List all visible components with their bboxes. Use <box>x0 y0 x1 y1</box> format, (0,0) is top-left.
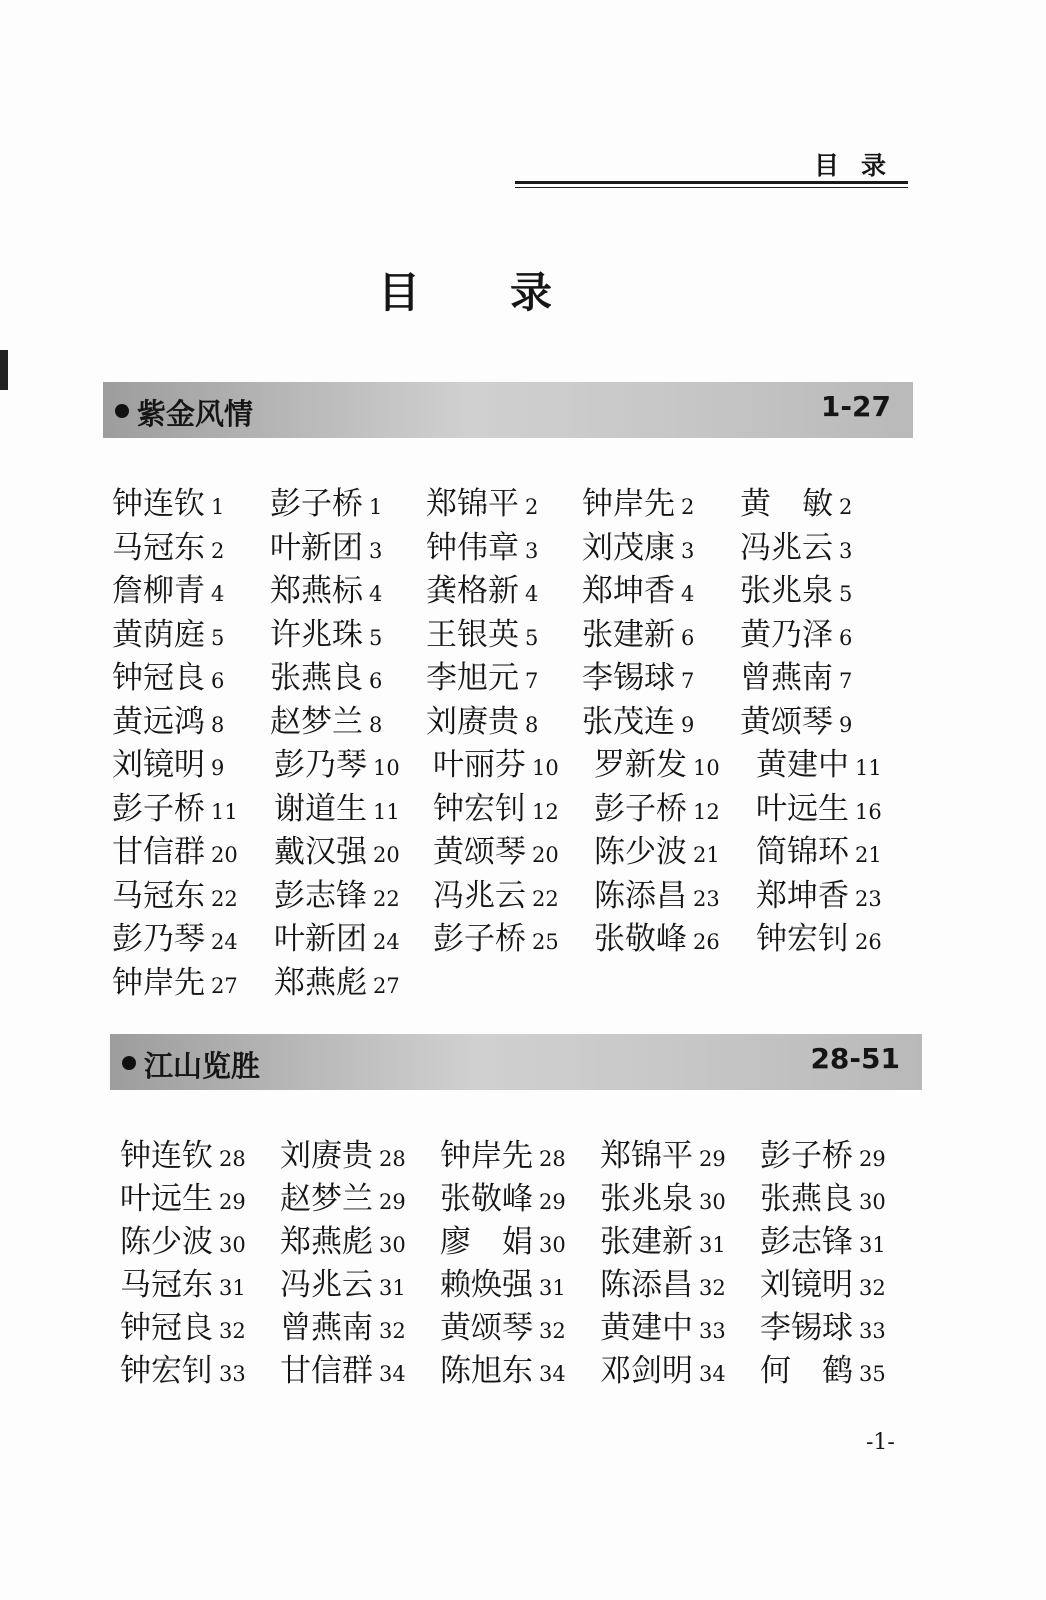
toc-entry-page: 5 <box>211 625 225 650</box>
toc-entry-page: 2 <box>211 538 225 563</box>
running-head-rule <box>515 181 908 184</box>
toc-entry-author: 彭子桥 <box>112 790 205 827</box>
toc-entry-page: 10 <box>373 756 400 780</box>
toc-entry <box>120 1224 246 1263</box>
toc-entry-page: 25 <box>532 930 559 954</box>
toc-entry-author: 彭志锋 <box>274 877 367 914</box>
toc-entry-page: 33 <box>219 1362 246 1386</box>
toc-entry-page: 2 <box>681 495 695 519</box>
toc-entry-page: 2 <box>525 495 539 519</box>
toc-entry-author: 邓剑明 <box>600 1353 693 1389</box>
toc-entry <box>112 530 224 569</box>
toc-entry-page: 29 <box>379 1190 406 1214</box>
toc-entry <box>120 1310 246 1349</box>
toc-entry-author: 张建新 <box>582 616 675 653</box>
toc-entry-author: 马冠东 <box>120 1267 213 1303</box>
toc-entry <box>433 921 559 960</box>
toc-entry-author: 叶新团 <box>274 921 367 957</box>
toc-entry-page: 31 <box>539 1276 566 1300</box>
toc-entry-page: 8 <box>211 712 225 737</box>
toc-entry-author: 黄乃泽 <box>740 616 833 653</box>
toc-entry <box>274 747 400 786</box>
toc-entry-author: 张燕良 <box>270 660 363 696</box>
toc-entry-page: 29 <box>859 1147 886 1171</box>
toc-entry-page: 7 <box>839 669 853 693</box>
toc-entry-author: 简锦环 <box>756 834 849 870</box>
toc-entry <box>270 530 382 569</box>
toc-entry <box>270 486 382 525</box>
toc-entry <box>740 530 852 569</box>
toc-entry-author: 黄远鸿 <box>112 703 205 740</box>
toc-entry-page: 4 <box>211 582 225 606</box>
toc-entry-page: 5 <box>525 625 539 650</box>
toc-entry-author: 李旭元 <box>426 660 519 696</box>
toc-entry-author: 钟冠良 <box>120 1310 213 1346</box>
toc-entry <box>756 834 882 873</box>
toc-entry-author: 郑锦平 <box>426 486 519 522</box>
toc-entry-page: 12 <box>693 799 720 824</box>
toc-entry-author: 钟伟章 <box>426 529 519 566</box>
toc-entry-author: 郑锦平 <box>600 1138 693 1174</box>
toc-entry-page: 22 <box>211 886 238 911</box>
toc-entry <box>112 486 224 525</box>
toc-entry-author: 张茂连 <box>582 703 675 740</box>
toc-entry-author: 黄颂琴 <box>740 703 833 740</box>
toc-entry-author: 刘赓贵 <box>426 703 519 740</box>
toc-entry-author: 郑燕彪 <box>280 1224 373 1260</box>
toc-entry-page: 8 <box>525 712 539 737</box>
toc-entry-page: 5 <box>369 625 383 650</box>
toc-entry <box>274 834 400 873</box>
toc-entry-page: 26 <box>693 930 720 954</box>
toc-entry <box>433 747 559 786</box>
toc-entry <box>280 1267 406 1306</box>
toc-entry-author: 陈旭东 <box>440 1353 533 1389</box>
toc-entry-page: 20 <box>211 843 238 867</box>
toc-entry <box>280 1353 406 1392</box>
toc-entry-author: 钟宏钊 <box>120 1353 213 1389</box>
toc-entry-page: 33 <box>859 1319 886 1343</box>
toc-entry-page: 20 <box>373 843 400 867</box>
bullet-icon <box>115 404 129 418</box>
toc-entry-author: 何 鹤 <box>760 1353 853 1389</box>
toc-entry <box>740 704 852 743</box>
toc-entry-page: 7 <box>525 669 539 693</box>
toc-entry <box>582 573 694 612</box>
toc-entry-author: 彭子桥 <box>433 921 526 957</box>
toc-entry <box>274 878 400 917</box>
toc-entry <box>274 791 400 830</box>
toc-entry <box>112 747 224 786</box>
toc-entry <box>440 1353 566 1392</box>
toc-entry <box>760 1267 886 1306</box>
toc-entry-page: 30 <box>699 1190 726 1214</box>
toc-entry-author: 黄建中 <box>600 1310 693 1346</box>
toc-entry-page: 3 <box>681 538 695 563</box>
toc-entry-author: 彭子桥 <box>760 1138 853 1174</box>
toc-entry-author: 钟岸先 <box>112 964 205 1001</box>
toc-entry-page: 21 <box>855 843 882 867</box>
toc-entry <box>582 660 694 699</box>
toc-entry-page: 8 <box>369 712 383 737</box>
toc-entry-author: 钟连钦 <box>120 1138 213 1174</box>
toc-entry <box>760 1353 886 1392</box>
toc-entry-author: 钟冠良 <box>112 660 205 696</box>
toc-entry <box>120 1267 246 1306</box>
toc-entry <box>426 660 538 699</box>
toc-entry <box>582 617 694 656</box>
toc-entry-author: 彭子桥 <box>594 790 687 827</box>
toc-entry-page: 20 <box>532 843 559 867</box>
toc-entry <box>433 834 559 873</box>
toc-entry-author: 许兆珠 <box>270 616 363 653</box>
toc-entry <box>440 1181 566 1220</box>
toc-entry-page: 23 <box>693 886 720 911</box>
toc-entry-author: 张燕良 <box>760 1181 853 1217</box>
toc-entry <box>426 530 538 569</box>
toc-entry <box>112 704 224 743</box>
toc-entry-author: 钟岸先 <box>440 1138 533 1174</box>
toc-entry-page: 31 <box>219 1276 246 1300</box>
toc-entry-author: 王银英 <box>426 616 519 653</box>
toc-entry-page: 26 <box>855 930 882 954</box>
toc-entry-page: 30 <box>219 1233 246 1257</box>
toc-entry-page: 34 <box>379 1362 406 1386</box>
toc-entry <box>760 1310 886 1349</box>
toc-entry-author: 赖焕强 <box>440 1267 533 1303</box>
section-page-range: 1-27 <box>820 390 891 423</box>
toc-entry <box>112 965 238 1004</box>
toc-entry-page: 32 <box>699 1276 726 1300</box>
toc-entry-author: 叶远生 <box>120 1181 213 1217</box>
toc-entry <box>112 573 224 612</box>
toc-entry-page: 33 <box>699 1319 726 1343</box>
toc-entry <box>120 1353 246 1392</box>
toc-entry-page: 9 <box>839 712 853 737</box>
toc-entry-author: 叶新团 <box>270 529 363 566</box>
toc-entry <box>600 1310 726 1349</box>
toc-entry <box>270 617 382 656</box>
toc-entry <box>280 1138 406 1177</box>
toc-entry-author: 郑燕彪 <box>274 964 367 1001</box>
toc-entry <box>112 921 238 960</box>
toc-entry <box>582 486 694 525</box>
section-header-1 <box>103 382 913 438</box>
toc-entry <box>582 704 694 743</box>
toc-entry <box>112 834 238 873</box>
toc-entry-author: 马冠东 <box>112 529 205 566</box>
toc-entry <box>270 660 382 699</box>
toc-entry-page: 3 <box>369 538 383 563</box>
page-title: 目录 <box>377 268 642 317</box>
section-title: 江山览胜 <box>144 1049 261 1083</box>
toc-entry-author: 叶丽芬 <box>433 747 526 783</box>
toc-entry <box>112 660 224 699</box>
toc-entry <box>426 704 538 743</box>
toc-entry-author: 彭乃琴 <box>274 747 367 783</box>
toc-entry-page: 9 <box>681 712 695 737</box>
toc-entry-page: 9 <box>211 756 225 780</box>
toc-entry-author: 彭乃琴 <box>112 921 205 957</box>
toc-entry <box>280 1181 406 1220</box>
toc-entry-author: 冯兆云 <box>433 877 526 914</box>
toc-entry-page: 30 <box>859 1190 886 1214</box>
toc-entry-author: 黄 敏 <box>740 486 833 522</box>
toc-entry <box>594 791 720 830</box>
toc-entry-page: 32 <box>859 1276 886 1300</box>
toc-entry <box>112 791 238 830</box>
toc-entry <box>594 834 720 873</box>
toc-entry <box>440 1224 566 1263</box>
toc-entry <box>594 921 720 960</box>
toc-entry-author: 张敬峰 <box>594 921 687 957</box>
toc-entry-author: 黄建中 <box>756 747 849 783</box>
toc-entry-page: 11 <box>211 799 238 824</box>
toc-entry-author: 黄颂琴 <box>433 834 526 870</box>
toc-entry-page: 1 <box>211 495 225 519</box>
toc-entry-page: 29 <box>539 1190 566 1214</box>
bullet-icon <box>122 1056 136 1070</box>
toc-entry-author: 张建新 <box>600 1224 693 1260</box>
toc-entry-page: 32 <box>219 1319 246 1343</box>
toc-entry-author: 李锡球 <box>582 660 675 696</box>
toc-entry-author: 曾燕南 <box>740 660 833 696</box>
toc-entry-page: 31 <box>859 1233 886 1257</box>
toc-entry-page: 34 <box>699 1362 726 1386</box>
toc-entry-author: 钟岸先 <box>582 486 675 522</box>
toc-entry-page: 6 <box>369 669 383 693</box>
toc-entry-page: 32 <box>379 1319 406 1343</box>
toc-entry <box>756 747 882 786</box>
toc-entry <box>594 747 720 786</box>
toc-entry-author: 赵梦兰 <box>280 1181 373 1217</box>
toc-entry-author: 张兆泉 <box>600 1181 693 1217</box>
toc-entry-author: 甘信群 <box>280 1353 373 1389</box>
toc-entry-page: 35 <box>859 1362 886 1386</box>
toc-entry-author: 戴汉强 <box>274 834 367 870</box>
toc-entry-page: 6 <box>839 625 853 650</box>
toc-entry <box>433 878 559 917</box>
toc-entry-page: 1 <box>369 495 383 519</box>
toc-entry-page: 28 <box>379 1147 406 1171</box>
toc-entry-page: 24 <box>211 930 238 954</box>
toc-entry <box>270 704 382 743</box>
toc-entry-page: 7 <box>681 669 695 693</box>
toc-entry <box>600 1138 726 1177</box>
toc-entry-page: 29 <box>219 1190 246 1214</box>
toc-entry <box>112 617 224 656</box>
toc-entry-author: 彭志锋 <box>760 1224 853 1260</box>
toc-entry-author: 冯兆云 <box>740 529 833 566</box>
toc-entry-page: 34 <box>539 1362 566 1386</box>
toc-entry-page: 11 <box>373 799 400 824</box>
toc-entry-page: 31 <box>699 1233 726 1257</box>
toc-entry <box>440 1138 566 1177</box>
toc-entry-page: 31 <box>379 1276 406 1300</box>
toc-entry <box>740 486 852 525</box>
toc-entry-author: 叶远生 <box>756 790 849 827</box>
toc-entry-author: 陈少波 <box>594 834 687 870</box>
toc-entry-author: 冯兆云 <box>280 1267 373 1303</box>
page-number: -1- <box>866 1430 895 1455</box>
toc-entry-author: 钟宏钊 <box>756 921 849 957</box>
toc-entry-page: 5 <box>839 582 853 606</box>
toc-entry <box>120 1138 246 1177</box>
toc-entry <box>280 1310 406 1349</box>
toc-entry-author: 罗新发 <box>594 747 687 783</box>
toc-entry <box>270 573 382 612</box>
toc-entry-page: 4 <box>525 582 539 606</box>
toc-entry-page: 3 <box>525 538 539 563</box>
toc-entry-page: 32 <box>539 1319 566 1343</box>
toc-entry-author: 甘信群 <box>112 834 205 870</box>
toc-entry-author: 曾燕南 <box>280 1310 373 1346</box>
toc-entry <box>600 1181 726 1220</box>
running-head: 目录 <box>813 151 908 180</box>
toc-entry <box>440 1267 566 1306</box>
toc-entry-author: 黄颂琴 <box>440 1310 533 1346</box>
toc-entry-page: 4 <box>681 582 695 606</box>
toc-entry-author: 马冠东 <box>112 877 205 914</box>
toc-entry <box>274 965 400 1004</box>
toc-entry-page: 11 <box>855 756 882 780</box>
toc-entry-author: 詹柳青 <box>112 573 205 609</box>
toc-entry <box>426 486 538 525</box>
toc-entry-author: 龚格新 <box>426 573 519 609</box>
toc-entry <box>426 617 538 656</box>
scan-edge-mark <box>0 350 8 390</box>
toc-entry <box>740 660 852 699</box>
toc-entry <box>756 921 882 960</box>
toc-entry <box>582 530 694 569</box>
toc-entry-author: 郑坤香 <box>582 573 675 609</box>
toc-entry-author: 张兆泉 <box>740 573 833 609</box>
toc-entry-page: 24 <box>373 930 400 954</box>
toc-entry-page: 27 <box>373 973 400 998</box>
toc-entry <box>440 1310 566 1349</box>
toc-entry <box>280 1224 406 1263</box>
toc-entry-page: 2 <box>839 495 853 519</box>
toc-entry <box>594 878 720 917</box>
toc-entry-page: 3 <box>839 538 853 563</box>
toc-entry <box>112 878 238 917</box>
toc-entry-page: 22 <box>373 886 400 911</box>
section-title: 紫金风情 <box>137 397 254 431</box>
toc-entry-page: 30 <box>379 1233 406 1257</box>
toc-entry-page: 28 <box>219 1147 246 1171</box>
toc-entry-page: 4 <box>369 582 383 606</box>
toc-entry <box>760 1138 886 1177</box>
toc-entry <box>433 791 559 830</box>
toc-entry-page: 12 <box>532 799 559 824</box>
running-head-rule-thin <box>515 187 908 188</box>
toc-entry-page: 22 <box>532 886 559 911</box>
toc-entry-author: 刘镜明 <box>760 1267 853 1303</box>
toc-entry-author: 钟宏钊 <box>433 790 526 827</box>
section-header-2 <box>110 1034 922 1090</box>
toc-entry-author: 刘赓贵 <box>280 1138 373 1174</box>
toc-entry-author: 彭子桥 <box>270 486 363 522</box>
toc-entry-author: 陈添昌 <box>594 877 687 914</box>
toc-entry <box>600 1353 726 1392</box>
toc-entry-page: 10 <box>532 756 559 780</box>
toc-entry-author: 廖 娟 <box>440 1224 533 1260</box>
toc-entry <box>760 1224 886 1263</box>
toc-entry-page: 29 <box>699 1147 726 1171</box>
toc-entry <box>740 573 852 612</box>
toc-entry <box>274 921 400 960</box>
toc-entry-page: 6 <box>211 669 225 693</box>
toc-entry-author: 谢道生 <box>274 790 367 827</box>
toc-entry-page: 23 <box>855 886 882 911</box>
toc-entry-author: 钟连钦 <box>112 486 205 522</box>
toc-entry-page: 27 <box>211 973 238 998</box>
toc-entry <box>756 791 882 830</box>
toc-entry-page: 6 <box>681 625 695 650</box>
toc-entry-page: 30 <box>539 1233 566 1257</box>
toc-entry-author: 李锡球 <box>760 1310 853 1346</box>
section-page-range: 28-51 <box>810 1042 900 1075</box>
toc-entry <box>600 1267 726 1306</box>
toc-entry-author: 刘茂康 <box>582 529 675 566</box>
toc-entry-author: 陈少波 <box>120 1224 213 1260</box>
toc-entry-author: 张敬峰 <box>440 1181 533 1217</box>
toc-entry-page: 21 <box>693 843 720 867</box>
toc-entry-author: 赵梦兰 <box>270 703 363 740</box>
toc-entry <box>120 1181 246 1220</box>
toc-entry <box>740 617 852 656</box>
toc-entry <box>600 1224 726 1263</box>
toc-entry <box>426 573 538 612</box>
toc-entry-page: 16 <box>855 799 882 824</box>
toc-entry-author: 陈添昌 <box>600 1267 693 1303</box>
toc-entry-author: 刘镜明 <box>112 747 205 783</box>
toc-entry-page: 28 <box>539 1147 566 1171</box>
toc-entry-author: 郑燕标 <box>270 573 363 609</box>
toc-entry <box>760 1181 886 1220</box>
toc-entry-author: 郑坤香 <box>756 877 849 914</box>
toc-entry-author: 黄荫庭 <box>112 616 205 653</box>
toc-entry <box>756 878 882 917</box>
toc-entry-page: 10 <box>693 756 720 780</box>
